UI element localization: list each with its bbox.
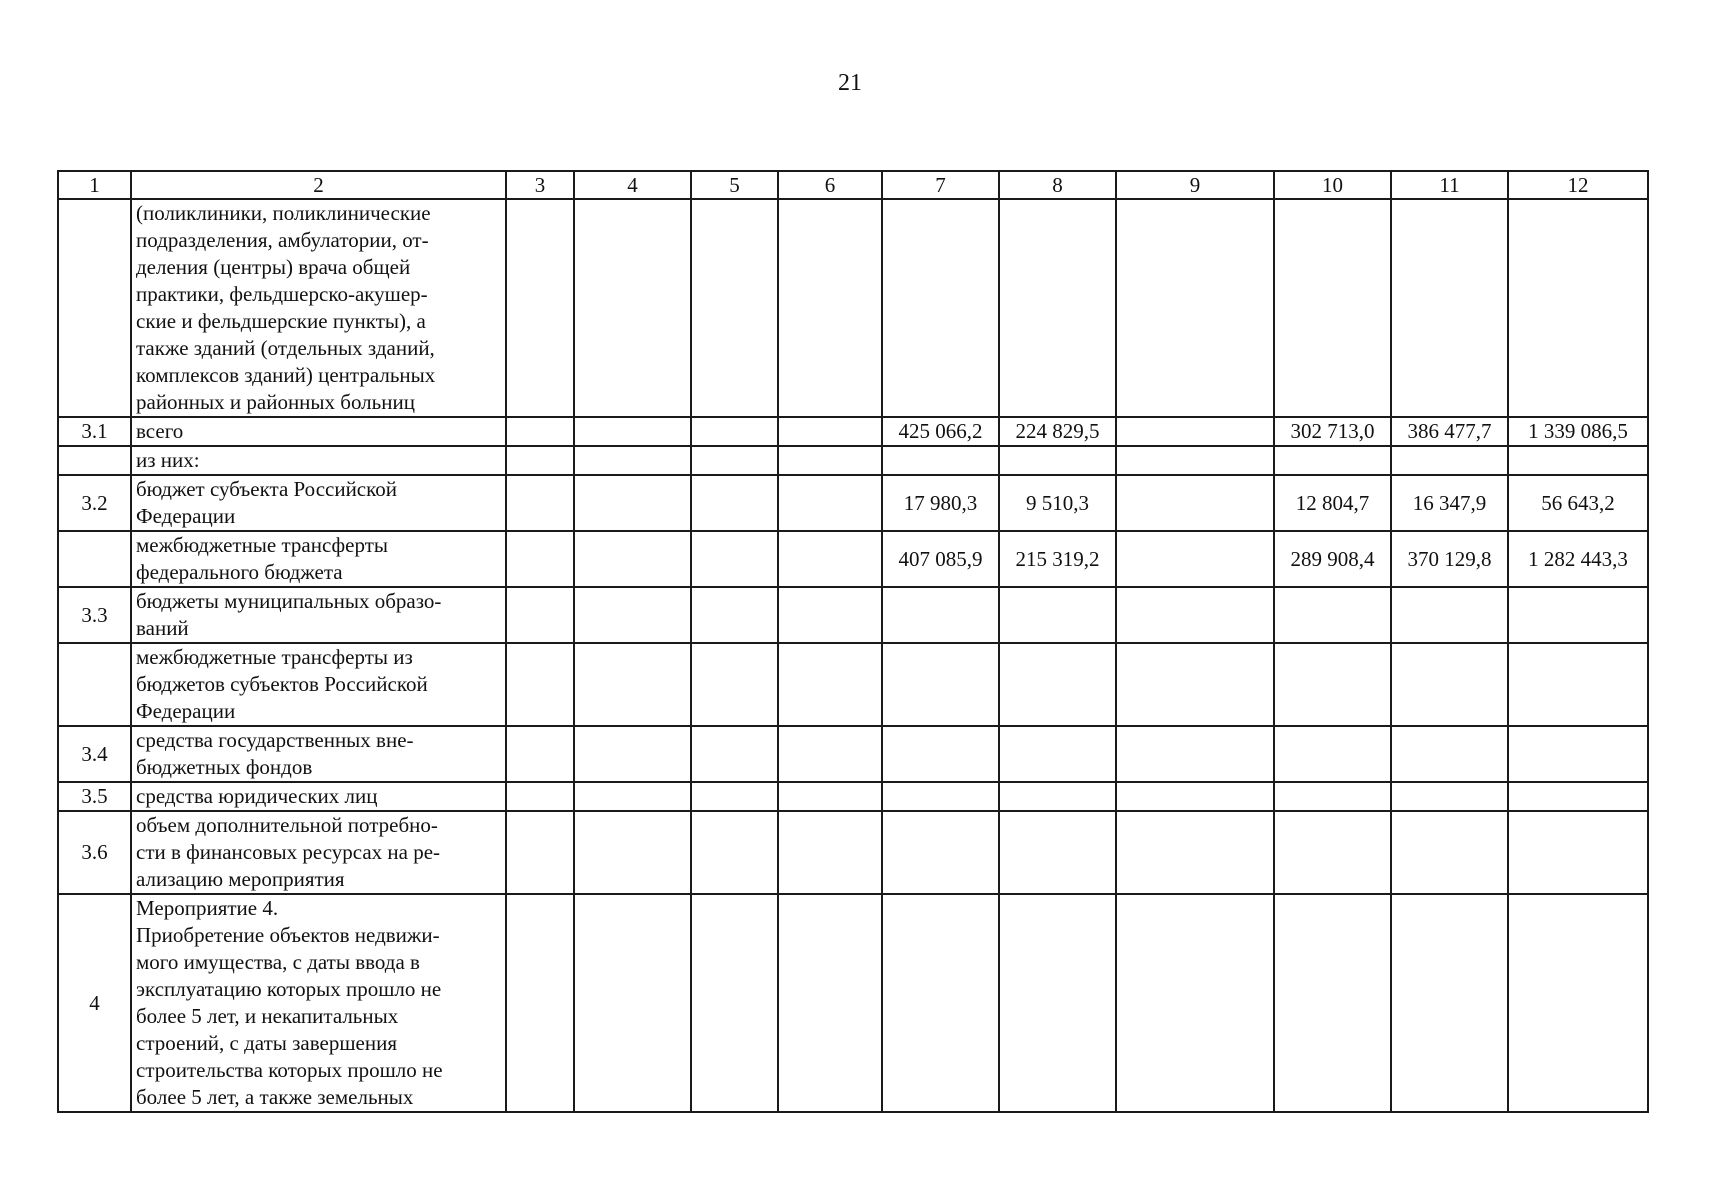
description-line: также зданий (отдельных зданий, (136, 336, 435, 360)
row-number: 3.5 (58, 782, 131, 811)
value-cell (882, 894, 999, 1112)
value-cell (778, 417, 882, 446)
description-line: комплексов зданий) центральных (136, 363, 436, 387)
value-cell (1508, 199, 1648, 417)
row-number: 3.1 (58, 417, 131, 446)
value-cell (1508, 726, 1648, 782)
value-cell (1116, 811, 1274, 894)
description-line: межбюджетные трансферты (136, 533, 388, 557)
row-description (131, 199, 506, 417)
value-cell: 386 477,7 (1391, 417, 1508, 446)
value-cell (506, 417, 574, 446)
value-cell (1274, 811, 1391, 894)
description-line: Федерации (136, 699, 236, 723)
value-cell (778, 811, 882, 894)
value-cell (574, 199, 691, 417)
header-row (58, 171, 1648, 199)
value-cell (1508, 587, 1648, 643)
value-cell (574, 811, 691, 894)
description-line: бюджет субъекта Российской (136, 477, 398, 501)
value-cell (778, 531, 882, 587)
value-cell (999, 587, 1116, 643)
row-number (58, 199, 131, 417)
value-cell: 425 066,2 (882, 417, 999, 446)
value-cell (999, 811, 1116, 894)
value-cell (1391, 587, 1508, 643)
value-cell (691, 446, 778, 475)
column-header: 1 (58, 171, 131, 199)
budget-table (57, 170, 1649, 1113)
description-line: ские и фельдшерские пункты), а (136, 309, 426, 333)
value-cell (506, 726, 574, 782)
value-cell: 289 908,4 (1274, 531, 1391, 587)
value-cell: 1 339 086,5 (1508, 417, 1648, 446)
page-number: 21 (838, 70, 862, 96)
description-line: Приобретение объектов недвижи- (136, 923, 440, 947)
column-header: 9 (1116, 171, 1274, 199)
value-cell (1391, 894, 1508, 1112)
row-description (131, 475, 506, 531)
value-cell: 17 980,3 (882, 475, 999, 531)
value-cell (691, 894, 778, 1112)
value-cell (1391, 446, 1508, 475)
value-cell (1116, 894, 1274, 1112)
value-cell (778, 199, 882, 417)
value-cell (882, 726, 999, 782)
value-cell (1274, 446, 1391, 475)
row-number (58, 643, 131, 726)
value-cell (1508, 894, 1648, 1112)
value-cell (506, 894, 574, 1112)
value-cell (999, 726, 1116, 782)
row-description (131, 726, 506, 782)
value-cell (999, 643, 1116, 726)
description-line: деления (центры) врача общей (136, 255, 411, 279)
value-cell (506, 587, 574, 643)
value-cell (999, 446, 1116, 475)
table-row (58, 199, 1648, 417)
description-line: федерального бюджета (136, 560, 343, 584)
column-header: 12 (1508, 171, 1648, 199)
row-description (131, 811, 506, 894)
row-description (131, 446, 506, 475)
value-cell (691, 199, 778, 417)
value-cell (1116, 199, 1274, 417)
value-cell (778, 643, 882, 726)
column-header: 5 (691, 171, 778, 199)
value-cell (1116, 643, 1274, 726)
description-line: подразделения, амбулатории, от- (136, 228, 429, 252)
table-row (58, 531, 1648, 587)
value-cell (691, 417, 778, 446)
value-cell (1116, 446, 1274, 475)
table-row (58, 726, 1648, 782)
value-cell (1116, 782, 1274, 811)
description-line: Мероприятие 4. (136, 896, 279, 920)
column-header: 6 (778, 171, 882, 199)
table-body (58, 199, 1648, 1112)
row-number: 3.4 (58, 726, 131, 782)
column-header: 4 (574, 171, 691, 199)
value-cell (778, 726, 882, 782)
table-row (58, 782, 1648, 811)
row-number: 3.3 (58, 587, 131, 643)
table-row (58, 643, 1648, 726)
row-number: 3.6 (58, 811, 131, 894)
value-cell: 16 347,9 (1391, 475, 1508, 531)
value-cell (1116, 475, 1274, 531)
row-description (131, 531, 506, 587)
value-cell (574, 417, 691, 446)
value-cell (1391, 726, 1508, 782)
row-number: 4 (58, 894, 131, 1112)
description-line: бюджетов субъектов Российской (136, 672, 428, 696)
value-cell: 215 319,2 (999, 531, 1116, 587)
value-cell (1391, 643, 1508, 726)
row-description (131, 643, 506, 726)
value-cell (1274, 587, 1391, 643)
value-cell (1274, 643, 1391, 726)
value-cell: 407 085,9 (882, 531, 999, 587)
value-cell (691, 587, 778, 643)
table-row (58, 894, 1648, 1112)
value-cell (778, 446, 882, 475)
table-row (58, 587, 1648, 643)
value-cell (574, 782, 691, 811)
description-line: всего (136, 419, 184, 443)
value-cell (778, 894, 882, 1112)
value-cell (778, 475, 882, 531)
value-cell (691, 782, 778, 811)
description-line: строительства которых прошло не (136, 1058, 443, 1082)
description-line: межбюджетные трансферты из (136, 645, 413, 669)
description-line: сти в финансовых ресурсах на ре- (136, 840, 441, 864)
value-cell (574, 531, 691, 587)
value-cell (574, 726, 691, 782)
row-description (131, 894, 506, 1112)
value-cell (574, 643, 691, 726)
value-cell (882, 199, 999, 417)
value-cell: 12 804,7 (1274, 475, 1391, 531)
description-line: эксплуатацию которых прошло не (136, 977, 442, 1001)
column-header: 10 (1274, 171, 1391, 199)
table-row (58, 417, 1648, 446)
description-line: Федерации (136, 504, 236, 528)
value-cell (1116, 417, 1274, 446)
value-cell: 9 510,3 (999, 475, 1116, 531)
value-cell (999, 199, 1116, 417)
value-cell (1274, 782, 1391, 811)
value-cell (1391, 811, 1508, 894)
column-header: 11 (1391, 171, 1508, 199)
description-line: ализацию мероприятия (136, 867, 345, 891)
description-line: объем дополнительной потребно- (136, 813, 438, 837)
description-line: районных и районных больниц (136, 390, 415, 414)
value-cell (506, 811, 574, 894)
value-cell (882, 782, 999, 811)
row-number (58, 446, 131, 475)
column-header: 2 (131, 171, 506, 199)
description-line: средства юридических лиц (136, 784, 378, 808)
value-cell (1274, 894, 1391, 1112)
value-cell (574, 446, 691, 475)
value-cell (691, 726, 778, 782)
value-cell: 1 282 443,3 (1508, 531, 1648, 587)
description-line: более 5 лет, и некапитальных (136, 1004, 399, 1028)
description-line: (поликлиники, поликлинические (136, 201, 431, 225)
description-line: бюджетных фондов (136, 755, 313, 779)
value-cell (1508, 643, 1648, 726)
value-cell (882, 587, 999, 643)
value-cell: 370 129,8 (1391, 531, 1508, 587)
value-cell (506, 643, 574, 726)
table-row (58, 811, 1648, 894)
value-cell (1116, 531, 1274, 587)
value-cell (574, 894, 691, 1112)
value-cell (506, 531, 574, 587)
value-cell (1274, 726, 1391, 782)
row-description (131, 417, 506, 446)
value-cell: 56 643,2 (1508, 475, 1648, 531)
value-cell (999, 782, 1116, 811)
value-cell (691, 643, 778, 726)
row-number: 3.2 (58, 475, 131, 531)
table-row (58, 475, 1648, 531)
value-cell (691, 811, 778, 894)
column-header: 7 (882, 171, 999, 199)
value-cell (1391, 199, 1508, 417)
value-cell (882, 643, 999, 726)
row-number (58, 531, 131, 587)
value-cell (574, 587, 691, 643)
table-row (58, 446, 1648, 475)
description-line: мого имущества, с даты ввода в (136, 950, 420, 974)
value-cell (999, 894, 1116, 1112)
value-cell (691, 475, 778, 531)
description-line: средства государственных вне- (136, 728, 414, 752)
value-cell (506, 199, 574, 417)
value-cell: 224 829,5 (999, 417, 1116, 446)
description-line: практики, фельдшерско-акушер- (136, 282, 428, 306)
value-cell (1116, 587, 1274, 643)
value-cell: 302 713,0 (1274, 417, 1391, 446)
description-line: более 5 лет, а также земельных (136, 1085, 414, 1109)
value-cell (506, 446, 574, 475)
value-cell (882, 811, 999, 894)
value-cell (778, 782, 882, 811)
value-cell (1274, 199, 1391, 417)
description-line: из них: (136, 448, 200, 472)
value-cell (778, 587, 882, 643)
row-description (131, 782, 506, 811)
row-description (131, 587, 506, 643)
description-line: бюджеты муниципальных образо- (136, 589, 442, 613)
value-cell (1391, 782, 1508, 811)
description-line: строений, с даты завершения (136, 1031, 397, 1055)
value-cell (882, 446, 999, 475)
value-cell (1508, 811, 1648, 894)
description-line: ваний (136, 616, 189, 640)
value-cell (691, 531, 778, 587)
value-cell (506, 475, 574, 531)
value-cell (506, 782, 574, 811)
column-header: 3 (506, 171, 574, 199)
value-cell (1116, 726, 1274, 782)
value-cell (574, 475, 691, 531)
value-cell (1508, 782, 1648, 811)
column-header: 8 (999, 171, 1116, 199)
value-cell (1508, 446, 1648, 475)
